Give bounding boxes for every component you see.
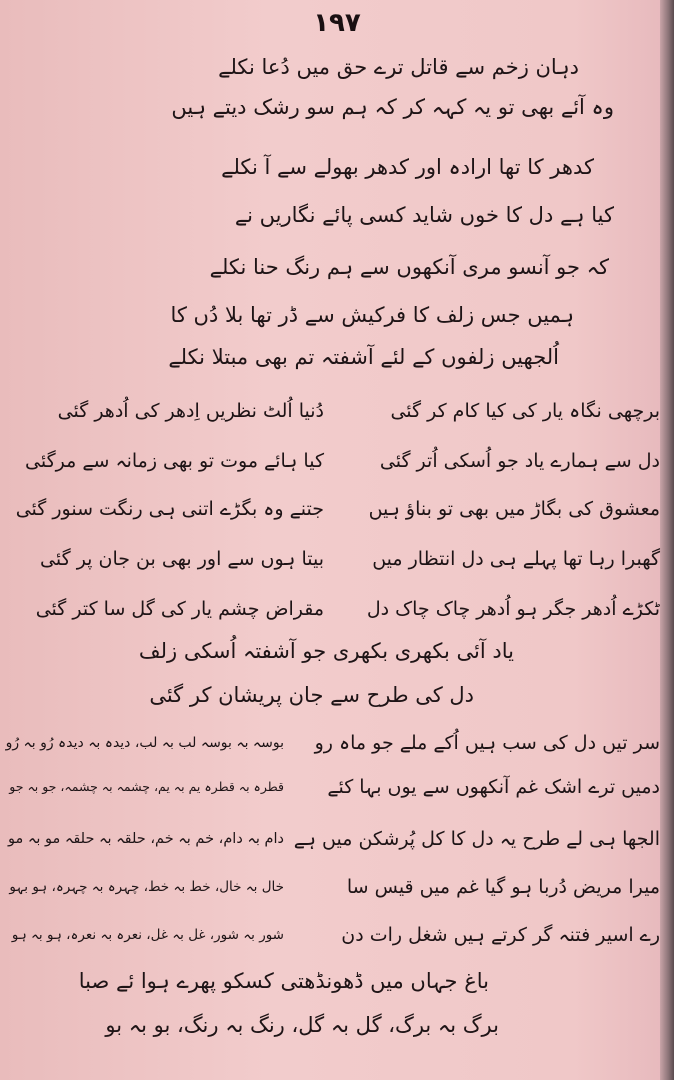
stanza-left-line: خال بہ خال، خط بہ خط، چہرہ بہ چہرہ، ہو بہو — [9, 879, 284, 895]
ghazal-right-line: دل سے ہمارے یاد جو اُسکی اُتر گئی — [379, 450, 660, 472]
stanza-right-line: سر تیں دل کی سب ہیں اُکے ملے جو ماہ رو — [314, 732, 660, 754]
stanza-right-line: دمیں ترے اشک غم آنکھوں سے یوں بہا کئے — [327, 776, 660, 798]
couplet-line: دل کی طرح سے جان پریشان کر گئی — [149, 683, 474, 707]
ghazal-right-line: برچھی نگاہ یار کی کیا کام کر گئی — [390, 400, 660, 422]
ghazal-left-line: جتنے وہ بگڑے اتنی ہی رنگت سنور گئی — [15, 498, 324, 520]
couplet-line: یاد آئی بکھری بکھری جو آشفتہ اُسکی زلف — [138, 639, 514, 663]
stanza-left-line: شور بہ شور، غل بہ غل، نعرہ بہ نعرہ، ہو بہ ہو — [11, 927, 284, 943]
verse-line: ہمیں جس زلف کا فرکیش سے ڈر تھا بلا دُں کا — [170, 303, 574, 327]
closing-line: برگ بہ برگ، گل بہ گل، رنگ بہ رنگ، بو بہ بو — [105, 1013, 499, 1037]
ghazal-right-line: معشوق کی بگاڑ میں بھی تو بناؤ ہیں — [368, 498, 660, 520]
verse-line: کہ جو آنسو مری آنکھوں سے ہم رنگ حنا نکلے — [209, 255, 609, 279]
verse-line: کدھر کا تھا ارادہ اور کدھر بھولے سے آ نکلے — [221, 155, 594, 179]
stanza-right-line: میرا مریض دُربا ہو گیا غم میں قیس سا — [346, 876, 660, 898]
verse-line: اُلجھیں زلفوں کے لئے آشفتہ تم بھی مبتلا نکلے — [168, 345, 559, 369]
verse-line: وہ آئے بھی تو یہ کہہ کر کہ ہم سو رشک دیتے ہیں — [171, 95, 614, 119]
ghazal-left-line: کیا ہائے موت تو بھی زمانہ سے مرگئی — [25, 450, 324, 472]
page-edge-shadow — [660, 0, 674, 1080]
ghazal-right-line: ٹکڑے اُدھر جگر ہو اُدھر چاک چاک دل — [366, 598, 660, 620]
ghazal-right-line: گھبرا رہا تھا پہلے ہی دل انتظار میں — [372, 548, 660, 570]
ghazal-left-line: دُنیا اُلٹ نظریں اِدھر کی اُدھر گئی — [57, 400, 324, 422]
stanza-right-line: الجھا ہی لے طرح یہ دل کا کل پُرشکن میں ہے — [293, 828, 660, 850]
stanza-left-line: دام بہ دام، خم بہ خم، حلقہ بہ حلقہ مو بہ مو — [7, 831, 284, 847]
verse-line: دہان زخم سے قاتل ترے حق میں دُعا نکلے — [218, 55, 579, 79]
ghazal-left-line: مقراض چشم یار کی گل سا کتر گئی — [35, 598, 324, 620]
stanza-right-line: رے اسیر فتنہ گر کرتے ہیں شغل رات دن — [341, 924, 660, 946]
ghazal-left-line: بیتا ہوں سے اور بھی بن جان پر گئی — [40, 548, 324, 570]
stanza-left-line: قطرہ بہ قطرہ یم بہ یم، چشمہ بہ چشمہ، جو بہ جو — [9, 779, 284, 794]
verse-line: کیا ہے دل کا خوں شاید کسی پائے نگاریں نے — [234, 203, 614, 227]
page-number: ۱۹۷ — [313, 8, 361, 38]
stanza-left-line: بوسہ بہ بوسہ لب بہ لب، دیدہ بہ دیدہ رُو بہ رُو — [5, 735, 284, 751]
closing-line: باغ جہاں میں ڈھونڈھتی کسکو پھرے ہوا ئے صبا — [78, 969, 489, 993]
